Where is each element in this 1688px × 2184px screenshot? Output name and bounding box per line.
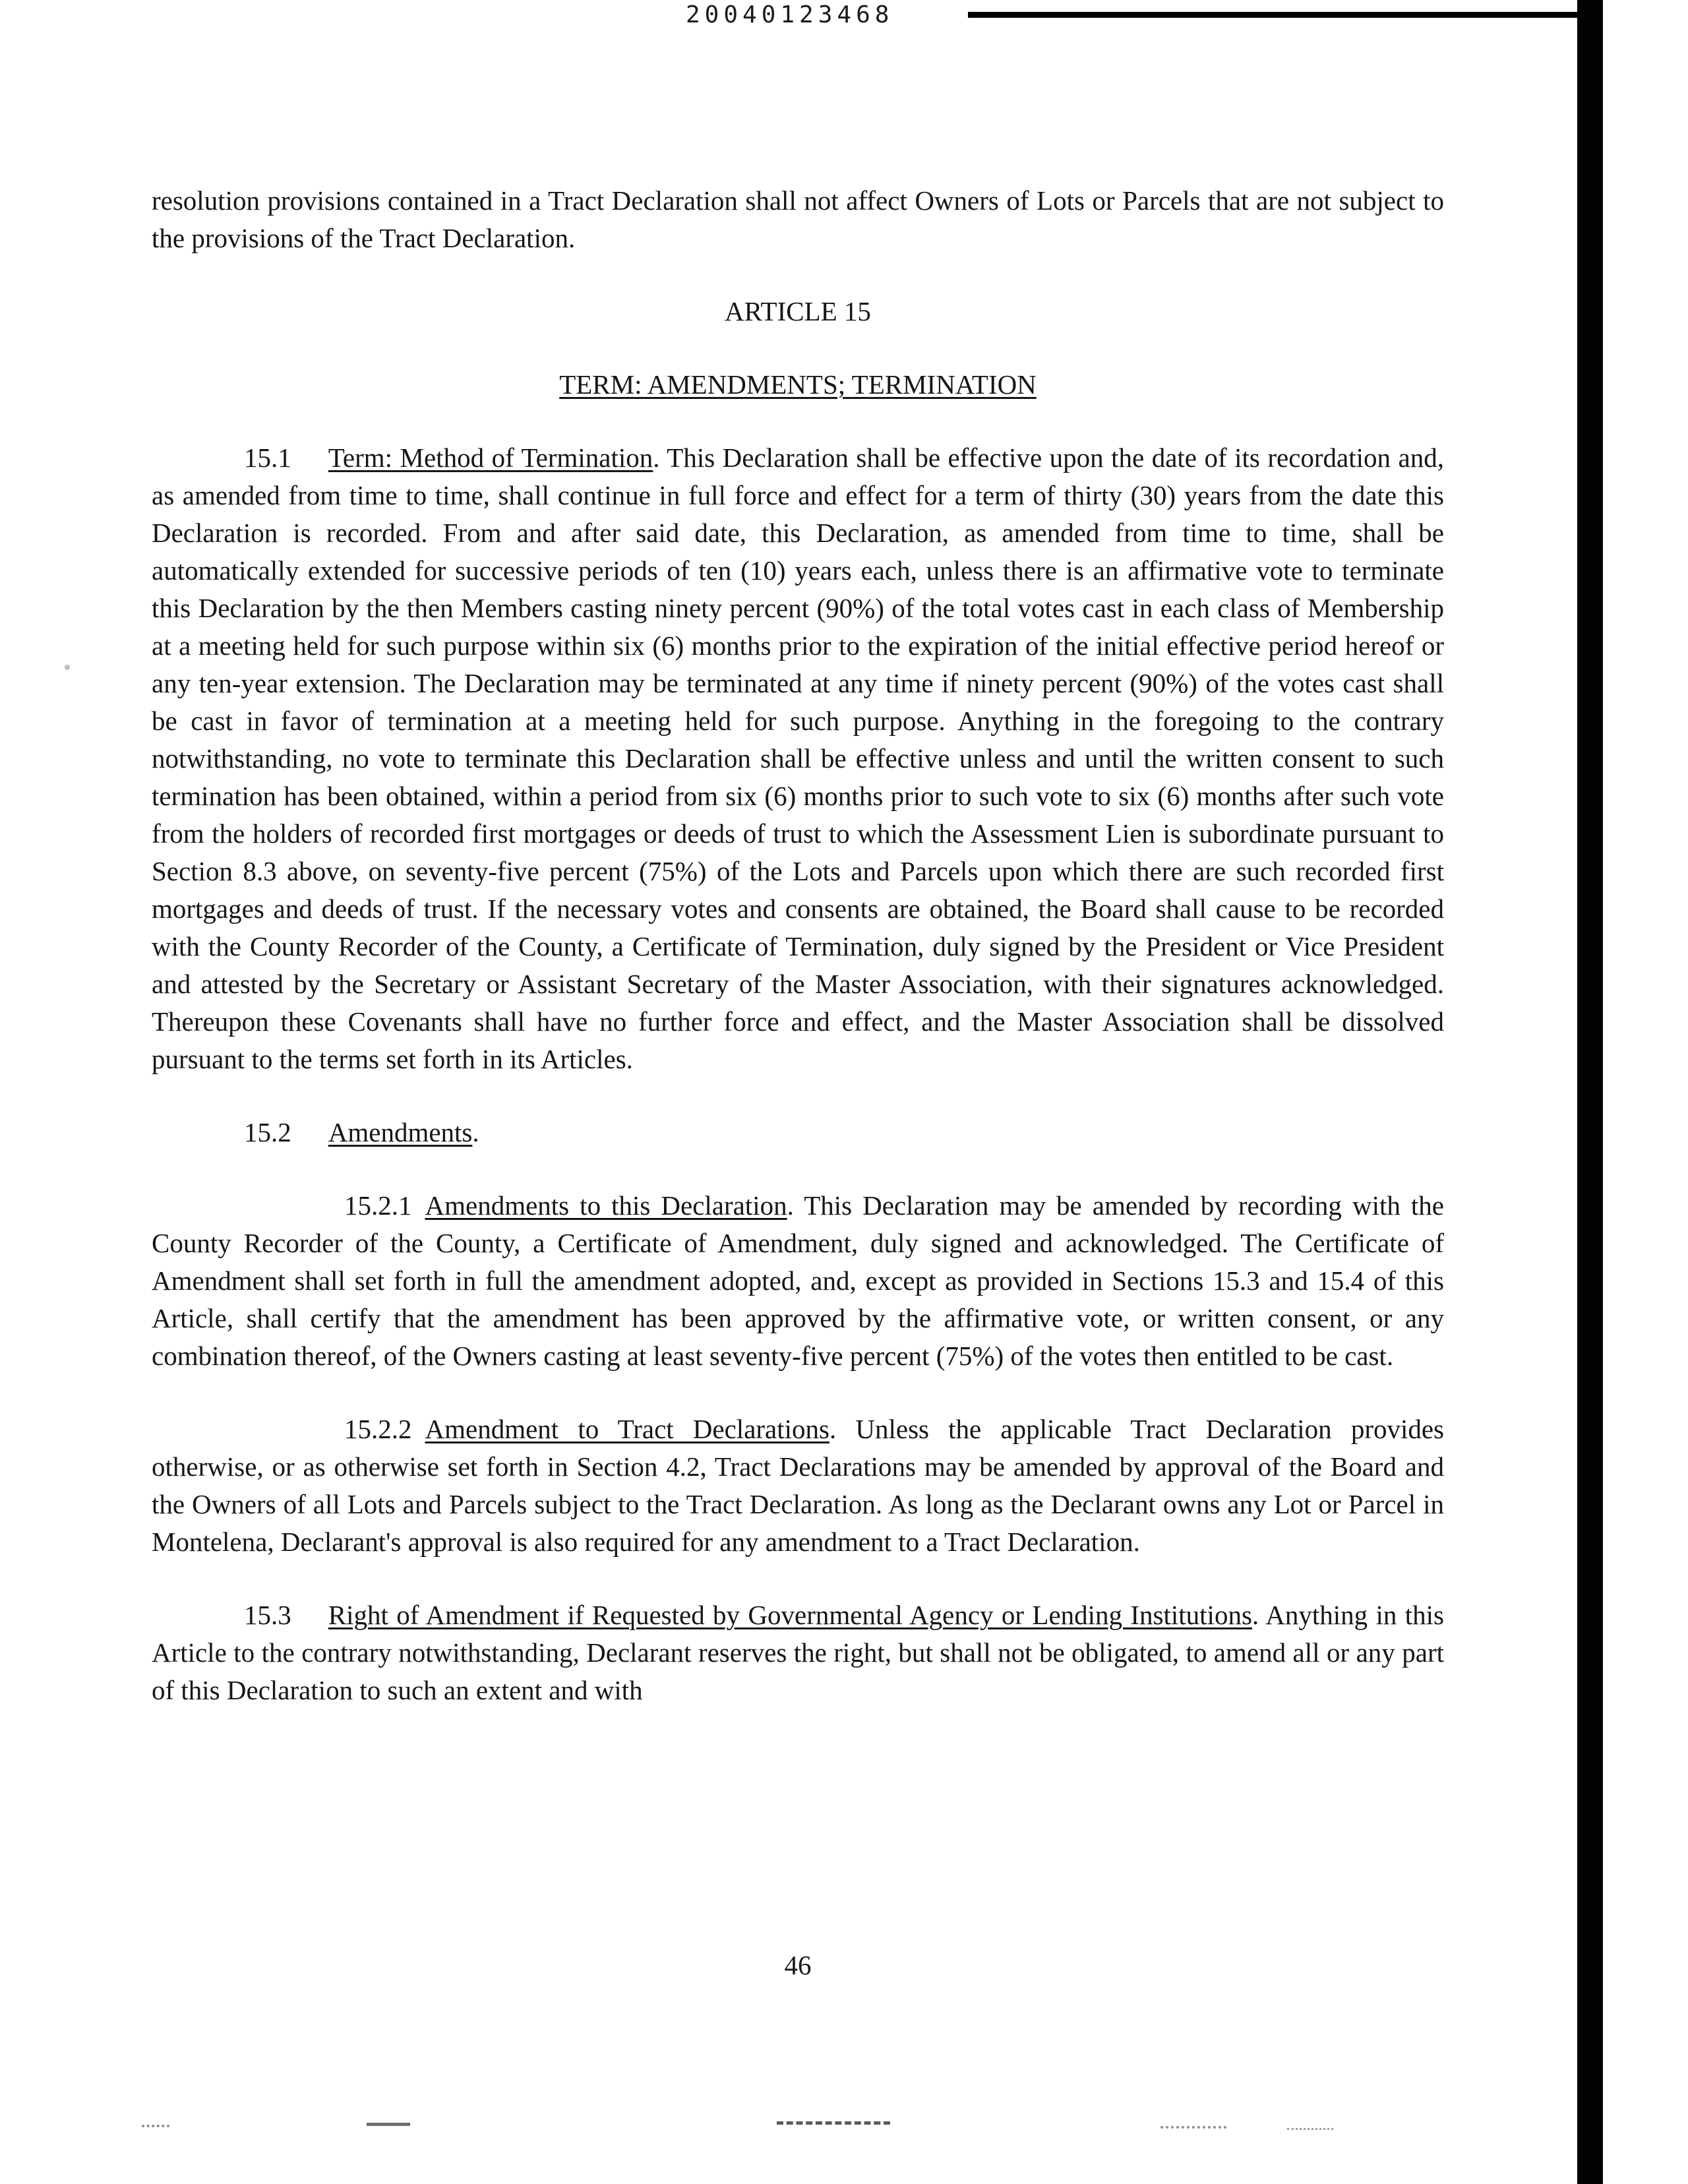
section-number: 15.3 [244, 1600, 291, 1630]
scan-artifact [1160, 2126, 1226, 2129]
scan-artifact [142, 2125, 169, 2127]
recording-number: 20040123468 [686, 1, 894, 28]
section-body: Anything in this Article to the contrary notwithstanding, Declarant reserves the right, but shall not be obligated, to amend all or any part of this Declaration to such an extent and with [152, 1600, 1444, 1705]
document-content [152, 182, 1444, 1745]
section-number: 15.2.1 [344, 1190, 412, 1221]
section-body: This Declaration may be amended by recording with the County Recorder of the County, a Certificate of Amendment, duly signed and acknowledged. The Certificate of Amendment shall set forth in full the amendment adopted, and, except as provided in Sections 15.3 and 15.4 of this Article, shall certify that the amendment has been approved by the affirmative vote, or written consent, or any combination thereof, of the Owners casting at least seventy-five percent (75%) of the votes then entitled to be cast. [152, 1190, 1444, 1371]
section-heading-period: . [829, 1414, 837, 1444]
scan-artifact [367, 2123, 410, 2126]
scan-artifact [777, 2121, 890, 2125]
section-number: 15.2.2 [344, 1414, 412, 1444]
section-number: 15.1 [244, 442, 291, 473]
article-title: ARTICLE 15 [725, 296, 871, 326]
section-15-3 [152, 1596, 1444, 1709]
section-number: 15.2 [244, 1117, 291, 1147]
page-number: 46 [784, 1950, 812, 1980]
section-15-2-1 [152, 1187, 1444, 1375]
article-subtitle [152, 366, 1444, 404]
section-heading-period: . [787, 1190, 794, 1221]
scan-artifact [1287, 2128, 1333, 2130]
section-body: This Declaration shall be effective upon the date of its recordation and, as amended from time to time, shall continue in full force and effect for a term of thirty (30) years from the date this Declaration is recorded. From and after said date, this Declaration, as amended from time to time, shall be automatically extended for successive periods of ten (10) years each, unless there is an affirmative vote to terminate this Declaration by the then Members casting ninety percent (90%) of the total votes cast in each class of Membership at a meeting held for such purpose within six (6) months prior to the expiration of the initial effective period hereof or any ten-year extension. The Declaration may be terminated at any time if ninety percent (90%) of the votes cast shall be cast in favor of termination at a meeting held for such purpose. Anything in the foregoing to the contrary notwithstanding, no vote to terminate this Declaration shall be effective unless and until the written consent to such termination has been obtained, within a period from six (6) months prior to such vote to six (6) months after such vote from the holders of recorded first mortgages or deeds of trust to which the Assessment Lien is subordinate pursuant to Section 8.3 above, on seventy-five percent (75%) of the Lots and Parcels upon which there are such recorded first mortgages and deeds of trust. If the necessary votes and consents are obtained, the Board shall cause to be recorded with the County Recorder of the County, a Certificate of Termination, duly signed by the President or Vice President and attested by the Secretary or Assistant Secretary of the Master Association, with their signatures acknowledged. Thereupon these Covenants shall have no further force and effect, and the Master Association shall be dissolved pursuant to the terms set forth in its Articles. [152, 442, 1444, 1074]
section-heading-period: . [1251, 1600, 1259, 1630]
section-heading: Amendments to this Declaration [425, 1190, 787, 1221]
section-15-2-2 [152, 1410, 1444, 1561]
section-heading-period: . [653, 442, 660, 473]
intro-paragraph: resolution provisions contained in a Tract Declaration shall not affect Owners of Lots or Parcels that are not subject to the provisions of the Tract Declaration. [152, 185, 1444, 253]
section-heading: Right of Amendment if Requested by Governmental Agency or Lending Institutions [328, 1600, 1252, 1630]
article-subtitle-text: TERM: AMENDMENTS; TERMINATION [559, 369, 1037, 400]
section-heading: Amendments [328, 1117, 473, 1147]
section-15-2 [152, 1114, 1444, 1151]
section-15-1 [152, 439, 1444, 1078]
section-heading: Amendment to Tract Declarations [425, 1414, 829, 1444]
section-heading: Term: Method of Termination [328, 442, 653, 473]
scan-artifact [65, 665, 70, 670]
section-body: Unless the applicable Tract Declaration provides otherwise, or as otherwise set forth in Section 4.2, Tract Declarations may be amended by approval of the Board and the Owners of all Lots and Parcels subject to the Tract Declaration. As long as the Declarant owns any Lot or Parcel in Montelena, Declarant's approval is also required for any amendment to a Tract Declaration. [152, 1414, 1445, 1557]
scan-edge-bar [1577, 0, 1603, 2184]
scan-top-line [968, 12, 1579, 18]
section-heading-period: . [472, 1117, 479, 1147]
